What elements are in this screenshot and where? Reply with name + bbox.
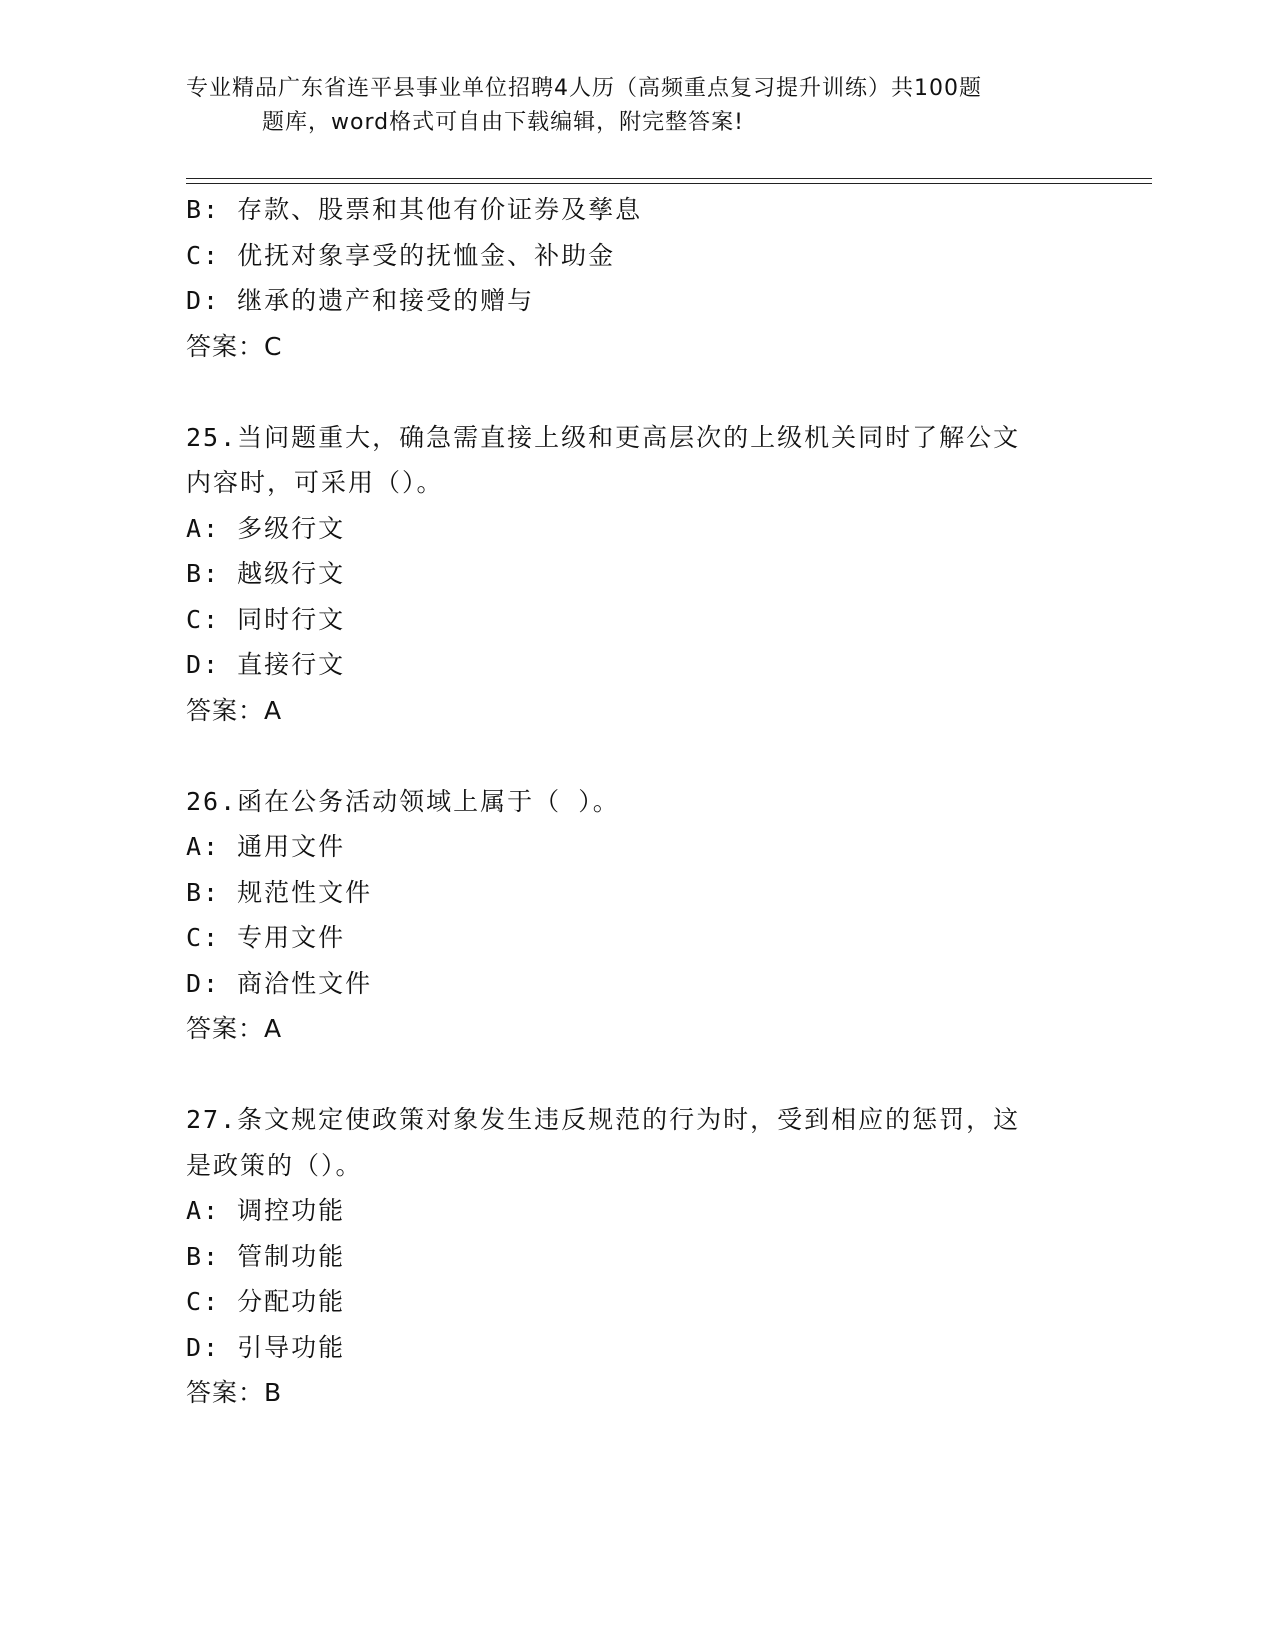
question-stem-line: 是政策的（）。: [186, 1150, 363, 1180]
option-d: D: 引导功能: [186, 1332, 346, 1362]
spacer: [186, 1052, 1086, 1098]
option-d: D: 直接行文: [186, 650, 346, 679]
header-title-line-2: 题库，word格式可自由下载编辑，附完整答案!: [262, 110, 744, 135]
spacer: [186, 369, 1086, 415]
header-title-line-1: 专业精品广东省连平县事业单位招聘4人历（高频重点复习提升训练）共100题: [186, 76, 982, 101]
spacer: [186, 733, 1086, 779]
option-d: D: 商洽性文件: [186, 968, 373, 998]
option-c: C: 同时行文: [186, 604, 346, 634]
option-a: A: 调控功能: [186, 1196, 346, 1225]
option-b: B: 管制功能: [186, 1241, 346, 1271]
option-b: B: 越级行文: [186, 559, 346, 588]
question-26: [186, 779, 1086, 1052]
option-c: C: 专用文件: [186, 923, 346, 952]
question-24-continued: [186, 187, 1086, 369]
question-stem-line: 27.条文规定使政策对象发生违反规范的行为时，受到相应的惩罚，这: [186, 1105, 1021, 1134]
question-27: [186, 1097, 1086, 1416]
header-divider-bottom: [186, 183, 1152, 184]
option-a: A: 多级行文: [186, 513, 346, 543]
option-c: C: 优抚对象享受的抚恤金、补助金: [186, 240, 616, 270]
document-header: [186, 72, 1066, 140]
question-list: [186, 187, 1086, 1416]
option-d: D: 继承的遗产和接受的赠与: [186, 286, 535, 315]
question-stem-line: 内容时，可采用（）。: [186, 468, 444, 497]
option-a: A: 通用文件: [186, 832, 346, 861]
answer-line: 答案：A: [186, 695, 283, 725]
question-25: [186, 415, 1086, 734]
option-c: C: 分配功能: [186, 1287, 346, 1316]
question-stem-line: 26.函在公务活动领域上属于（ ）。: [186, 786, 620, 816]
answer-line: 答案：B: [186, 1378, 283, 1407]
answer-line: 答案：A: [186, 1014, 283, 1043]
option-b: B: 存款、股票和其他有价证券及孳息: [186, 195, 643, 224]
answer-line: 答案：C: [186, 331, 283, 361]
header-divider-top: [186, 178, 1152, 179]
question-stem-line: 25.当问题重大，确急需直接上级和更高层次的上级机关同时了解公文: [186, 422, 1021, 452]
option-b: B: 规范性文件: [186, 877, 373, 907]
